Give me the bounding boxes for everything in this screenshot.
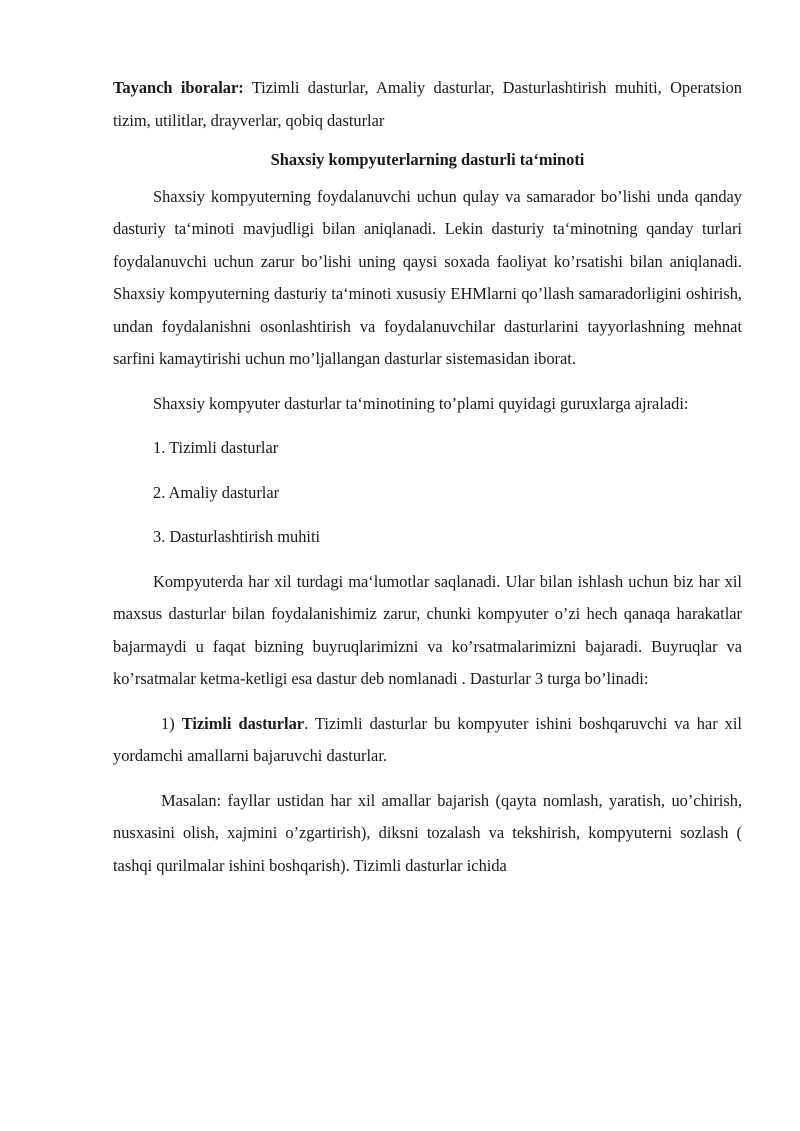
paragraph-intro: Shaxsiy kompyuterning foydalanuvchi uchun qulay va samarador bo’lishi unda qanday dasturiy taʻminoti mavjudligi bilan aniqlanadi. Lekin dasturiy taʻminotning qanday turlari foydalanuvchi uchun zarur bo’lishi uning qaysi soxada faoliyat ko’rsatishi bilan aniqlanadi. Shaxsiy kompyuterning dasturiy taʻminoti xususiy EHMlarni qo’llash samaradorligini oshirish, undan foydalanishni osonlashtirish va foydalanuvchilar dasturlarini tayyorlashning mehnat sarfini kamaytirishi uchun mo’ljallangan dasturlar sistemasidan iborat. <box>113 186 742 368</box>
system-software-definition: . Tizimli dasturlar bu kompyuter ishini boshqaruvchi va har xil yordamchi amallarni bajaruvchi dasturlar. <box>113 713 742 765</box>
keywords-paragraph <box>113 72 742 137</box>
list-item: 1. Tizimli dasturlar <box>153 438 279 457</box>
paragraph-groups: Shaxsiy kompyuter dasturlar taʻminotining to’plami quyidagi guruxlarga ajraladi: <box>153 393 689 413</box>
section-title: Shaxsiy kompyuterlarning dasturli taʻminoti <box>270 150 585 169</box>
keywords-text: Tizimli dasturlar, Amaliy dasturlar, Dasturlashtirish muhiti, Operatsion tizim, utilitlar, drayverlar, qobiq dasturlar <box>113 78 743 130</box>
document-page <box>113 72 742 882</box>
list-item: 2. Amaliy dasturlar <box>153 482 280 502</box>
list-item: 3. Dasturlashtirish muhiti <box>153 527 321 546</box>
paragraph-data-types: Kompyuterda har xil turdagi maʻlumotlar saqlanadi. Ular bilan ishlash uchun biz har xil maxsus dasturlar bilan foydalanishimiz zarur, chunki kompyuter o’zi hech qanaqa harakatlar bajarmaydi u faqat bizning buyruqlarimizni va ko’rsatmalarimizni bajaradi. Buyruqlar va ko’rsatmalar ketma-ketligi esa dastur deb nomlanadi . Dasturlar 3 turga bo’linadi: <box>113 571 742 688</box>
system-software-term: Tizimli dasturlar <box>181 713 305 733</box>
paragraph-examples: Masalan: fayllar ustidan har xil amallar bajarish (qayta nomlash, yaratish, uo’chirish, nusxasini olish, xajmini o’zgartirish), diksni tozalash va tekshirish, kompyuterni sozlash ( tashqi qurilmalar ishini boshqarish). Tizimli dasturlar ichida <box>113 790 742 875</box>
keywords-label: Tayanch iboralar: <box>113 78 244 97</box>
paragraph-system-software <box>113 708 742 773</box>
system-software-number: 1) <box>161 713 182 733</box>
